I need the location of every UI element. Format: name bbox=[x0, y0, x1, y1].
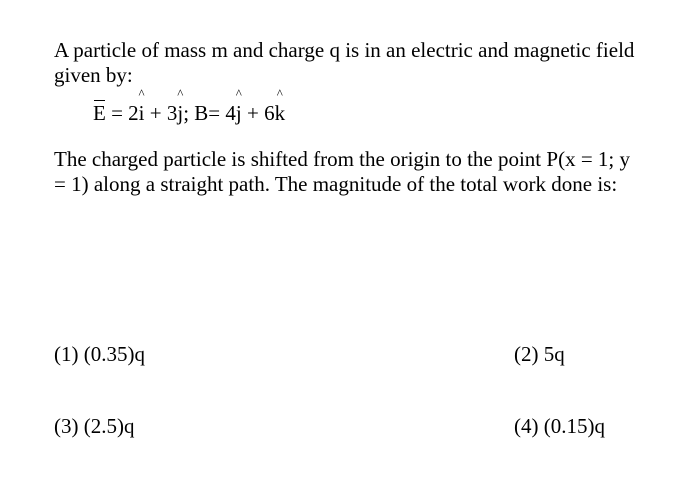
field-equation bbox=[93, 98, 285, 128]
unit-vector-j-b: ^ j bbox=[236, 98, 242, 128]
unit-vector-j: ^ j bbox=[177, 98, 183, 128]
electric-field-vector bbox=[93, 98, 106, 128]
question-body: The charged particle is shifted from the origin to the point P(x = 1; y = 1) along a straight path. The magnitude of the total work done is: bbox=[54, 147, 630, 196]
electric-field-symbol: E bbox=[93, 101, 106, 125]
option-1[interactable]: (1) (0.35)q bbox=[54, 342, 145, 366]
equation-separator: ; B= 4 bbox=[183, 101, 236, 125]
equation-part: + 3 bbox=[144, 101, 178, 125]
equation-part: = 2 bbox=[105, 101, 139, 125]
option-2[interactable]: (2) 5q bbox=[514, 342, 565, 366]
question-intro: A particle of mass m and charge q is in an electric and magnetic field given by: bbox=[54, 38, 635, 87]
unit-vector-k: ^ k bbox=[275, 98, 286, 128]
option-4[interactable]: (4) (0.15)q bbox=[514, 414, 605, 438]
unit-vector-i: ^ i bbox=[139, 98, 145, 128]
option-3[interactable]: (3) (2.5)q bbox=[54, 414, 135, 438]
equation-part: + 6 bbox=[241, 101, 275, 125]
